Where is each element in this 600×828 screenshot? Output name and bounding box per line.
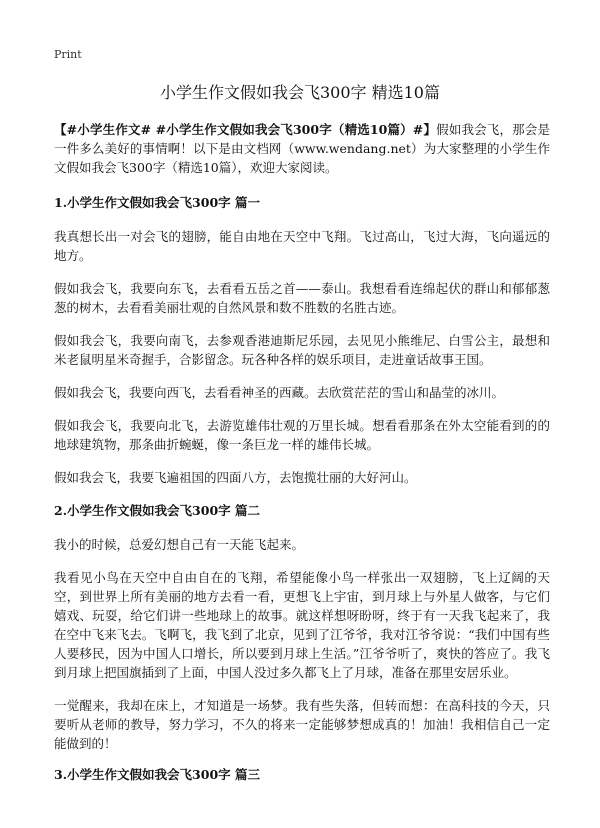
section-1: [54, 193, 550, 487]
section-paragraph: 我小的时候，总爱幻想自己有一天能飞起来。: [54, 537, 305, 552]
section-paragraph: 一觉醒来，我却在床上，才知道是一场梦。我有些失落，但转而想：在高科技的今天，只要听从老师的教导，努力学习，不久的将来一定能够梦想成真的！加油！我相信自己一定能做到的！: [54, 698, 550, 751]
section-heading: 2.小学生作文假如我会飞300字 篇二: [54, 503, 260, 518]
intro-tag: 【#小学生作文# #小学生作文假如我会飞300字（精选10篇）#】: [54, 122, 437, 137]
section-paragraph: 假如我会飞，我要向西飞，去看看神圣的西藏。去欣赏茫茫的雪山和晶莹的冰川。: [54, 385, 505, 400]
section-paragraph: 假如我会飞，我要飞遍祖国的四面八方，去饱揽壮丽的大好河山。: [54, 470, 417, 485]
section-paragraph: 假如我会飞，我要向东飞，去看看五岳之首——泰山。我想看看连绵起伏的群山和郁郁葱葱的树木，去看看美丽壮观的自然风景和数不胜数的名胜古迹。: [54, 281, 550, 315]
page-title: 小学生作文假如我会飞300字 精选10篇: [160, 83, 440, 102]
section-paragraph: 假如我会飞，我要向北飞，去游览雄伟壮观的万里长城。想看看那条在外太空能看到的的地球建筑物，那条曲折蜿蜒，像一条巨龙一样的雄伟长城。: [54, 418, 550, 452]
intro-text: 假如我会飞，那会是一件多么美好的事情啊！以下是由文档网（www.wendang.net）为大家整理的小学生作文假如我会飞300字（精选10篇），欢迎大家阅读。: [54, 122, 550, 175]
print-link[interactable]: Print: [54, 48, 82, 61]
article-content: [54, 120, 550, 799]
section-paragraph: 我看见小鸟在天空中自由自在的飞翔，希望能像小鸟一样张出一双翅膀，飞上辽阔的天空，到世界上所有美丽的地方去看一看，更想飞上宇宙，到月球上与外星人做客，与它们嬉戏、玩耍，给它们讲一些地球上的故事。就这样想呀盼呀，终于有一天我飞起来了，我在空中飞来飞去。飞啊飞，我飞到了北京，见到了江爷爷，我对江爷爷说：“我们中国有些人要移民，因为中国人口增长，所以要到月球上生活。”江爷爷听了，爽快的答应了。我飞到月球上把国旗插到了上面，中国人没过多久都飞上了月球，准备在那里安居乐业。: [54, 570, 550, 680]
section-heading: 3.小学生作文假如我会飞300字 篇三: [54, 767, 260, 782]
intro-paragraph: [54, 120, 550, 177]
section-paragraph: 我真想长出一对会飞的翅膀，能自由地在天空中飞翔。飞过高山，飞过大海，飞向遥远的地方。: [54, 229, 550, 263]
section-2: [54, 501, 550, 753]
section-heading: 1.小学生作文假如我会飞300字 篇一: [54, 195, 260, 210]
section-3: [54, 765, 550, 784]
section-paragraph: 假如我会飞，我要向南飞，去参观香港迪斯尼乐园，去见见小熊维尼、白雪公主，最想和米老鼠明星米奇握手，合影留念。玩各种各样的娱乐项目，走进童话故事王国。: [54, 333, 550, 367]
